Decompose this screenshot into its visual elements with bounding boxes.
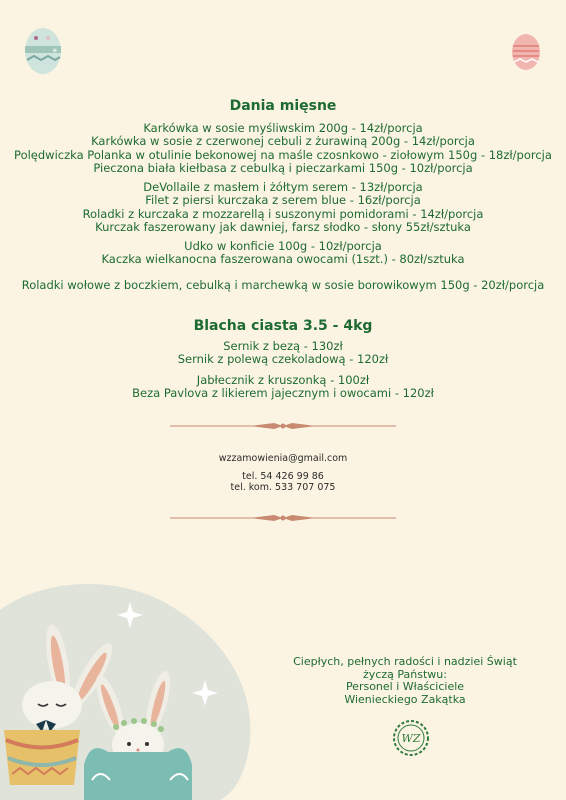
- cake-group-2: [0, 374, 566, 401]
- meat-group-4: [0, 279, 566, 292]
- menu-item: Udko w konficie 100g - 10zł/porcja: [184, 239, 382, 253]
- wishes-line: Wienieckiego Zakątka: [344, 692, 466, 706]
- meat-group-3: [0, 240, 566, 267]
- wishes-line: Ciepłych, pełnych radości i nadziei Świąt: [293, 655, 517, 668]
- menu-item: Sernik z bezą - 130zł: [223, 339, 343, 353]
- menu-item: Karkówka w sosie myśliwskim 200g - 14zł/porcja: [143, 121, 423, 135]
- menu-item: Pieczona biała kiełbasa z cebulką i pieczarkami 150g - 10zł/porcja: [93, 161, 473, 176]
- menu-item: Sernik z polewą czekoladową - 120zł: [177, 352, 389, 367]
- menu-item: Roladki z kurczaka z mozzarellą i suszonymi pomidorami - 14zł/porcja: [82, 206, 484, 221]
- menu-item: Karkówka w sosie z czerwonej cebuli z żurawiną 200g - 14zł/porcja: [91, 134, 475, 149]
- ornamental-divider: [170, 512, 396, 524]
- menu-item: Polędwiczka Polanka w otulinie bekonowej na maśle czosnkowo - ziołowym 150g - 18zł/porcja: [14, 147, 552, 162]
- ornamental-divider: [170, 420, 396, 432]
- contact-block: [0, 453, 566, 494]
- easter-wishes: [270, 656, 540, 706]
- easter-egg-pink-icon: [510, 32, 542, 72]
- meat-group-2: [0, 181, 566, 235]
- contact-phone[interactable]: tel. 54 426 99 86: [242, 470, 324, 482]
- svg-text:✳: ✳: [52, 47, 58, 55]
- menu-item: Kaczka wielkanocna faszerowana owocami (1szt.) - 80zł/sztuka: [101, 252, 465, 267]
- cake-group-1: [0, 340, 566, 367]
- menu-item: Filet z piersi kurczaka z serem blue - 16zł/porcja: [145, 193, 421, 208]
- wishes-line: Personel i Właściciele: [345, 680, 465, 694]
- wishes-line: życzą Państwu:: [363, 667, 447, 681]
- contact-mobile[interactable]: tel. kom. 533 707 075: [230, 482, 336, 493]
- meat-group-1: [0, 122, 566, 176]
- easter-egg-mint-icon: [22, 26, 64, 76]
- svg-text:WZ: WZ: [401, 732, 421, 745]
- menu-item: Kurczak faszerowany jak dawniej, farsz słodko - słony 55zł/sztuka: [95, 220, 471, 235]
- section-title-cake: Blacha ciasta 3.5 - 4kg: [193, 318, 373, 334]
- menu-item: Roladki wołowe z boczkiem, cebulką i marchewką w sosie borowikowym 150g - 20zł/porcja: [21, 278, 545, 292]
- contact-email[interactable]: wzzamowienia@gmail.com: [218, 453, 348, 464]
- wz-logo-wreath-icon: [390, 717, 432, 759]
- menu-item: Jabłecznik z kruszonką - 100zł: [196, 373, 370, 387]
- easter-bunnies-illustration: [0, 580, 260, 800]
- menu-item: Beza Pavlova z likierem jajecznym i owocami - 120zł: [132, 386, 434, 401]
- section-title-meat: Dania mięsne: [229, 98, 337, 114]
- menu-item: DeVollaile z masłem i żółtym serem - 13zł/porcja: [143, 180, 423, 194]
